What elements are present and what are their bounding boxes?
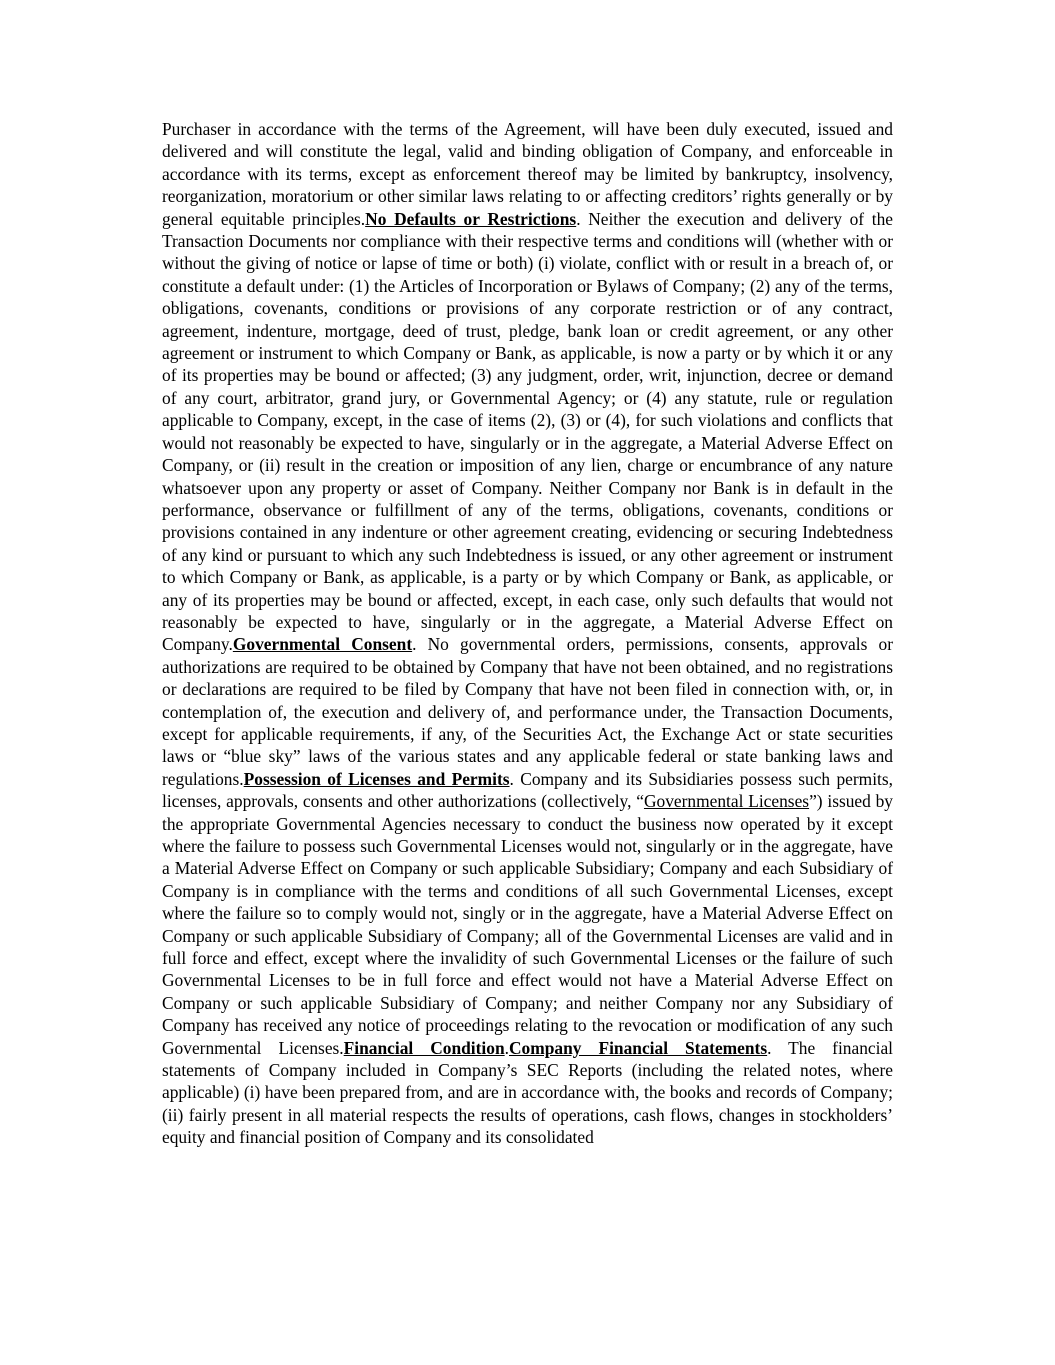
section-heading-no-defaults: No Defaults or Restrictions — [365, 208, 577, 229]
body-text-run: . — [504, 1037, 509, 1058]
section-heading-financial-condition: Financial Condition — [343, 1037, 505, 1058]
body-text-run: . Company and its Subsidiaries possess such permits, licenses, approvals, consents and other authorizations (collectively, “ — [162, 768, 893, 812]
body-text-run: Purchaser in accordance with the terms of the Agreement, will have been duly executed, issued and delivered and will constitute the legal, valid and binding obligation of Company, and enforceable in accordance with its terms, except as enforcement thereof may be limited by bankruptcy, insolvency, reorganization, moratorium or other similar laws relating to or affecting creditors’ rights generally or by general equitable principles. — [162, 119, 893, 229]
section-heading-governmental-consent: Governmental Consent — [232, 634, 413, 655]
section-heading-company-financial-statements: Company Financial Statements — [509, 1037, 768, 1058]
body-text-run: . No governmental orders, permissions, consents, approvals or authorizations are required to be obtained by Company that have not been obtained, and no registrations or declarations are required to be filed by Company that have not been filed in connection with, or, in contemplation of, the execution and delivery of, and performance under, the Transaction Documents, except for applicable requirements, if any, of the Securities Act, the Exchange Act or state securities laws or “blue sky” laws of the various states and any applicable federal or state banking laws and regulations. — [162, 634, 894, 789]
body-text-run: ”) issued by the appropriate Governmental Agencies necessary to conduct the business now operated by it except where the failure to possess such Governmental Licenses would not, singularly or in the aggregate, have a Material Adverse Effect on Company or such applicable Subsidiary; Company and each Subsidiary of Company is in compliance with the terms and conditions of all such Governmental Licenses, except where the failure so to comply would not, singly or in the aggregate, have a Material Adverse Effect on Company or such applicable Subsidiary of Company; all of the Governmental Licenses are valid and in full force and effect, except where the invalidity of such Governmental Licenses or the failure of such Governmental Licenses to be in full force and effect would not have a Material Adverse Effect on Company or such applicable Subsidiary of Company; and neither Company nor any Subsidiary of Company has received any notice of proceedings relating to the revocation or modification of any such Governmental Licenses. — [162, 791, 894, 1058]
body-text-run: . The financial statements of Company included in Company’s SEC Reports (including the related notes, where applicable) (i) have been prepared from, and are in accordance with, the books and records of Company; (ii) fairly present in all material respects the results of operations, cash flows, changes in stockholders’ equity and financial position of Company and its consolidated — [162, 1037, 893, 1148]
body-text-run: . Neither the execution and delivery of the Transaction Documents nor compliance with their respective terms and conditions will (whether with or without the giving of notice or lapse of time or both) (i) violate, conflict with or result in a breach of, or constitute a default under: (1) the Articles of Incorporation or Bylaws of Company; (2) any of the terms, obligations, covenants, conditions or provisions of any corporate restriction or of any contract, agreement, indenture, mortgage, deed of trust, pledge, bank loan or credit agreement, or any other agreement or instrument to which Company or Bank, as applicable, is now a party or by which it or any of its properties may be bound or affected; (3) any judgment, order, writ, injunction, decree or demand of any court, arbitrator, grand jury, or Governmental Agency; or (4) any statute, rule or regulation applicable to Company, except, in the case of items (2), (3) or (4), for such violations and conflicts that would not reasonably be expected to have, singularly or in the aggregate, a Material Adverse Effect on Company, or (ii) result in the creation or imposition of any lien, charge or encumbrance of any nature whatsoever upon any property or asset of Company. Neither Company nor Bank is in default in the performance, observance or fulfillment of any of the terms, obligations, covenants, conditions or provisions contained in any indenture or other agreement creating, evidencing or securing Indebtedness of any kind or pursuant to which any such Indebtedness is issued, or any other agreement or instrument to which Company or Bank, as applicable, is a party or by which Company or Bank, as applicable, or any of its properties may be bound or affected, except, in each case, only such defaults that would not reasonably be expected to have, singularly or in the aggregate, a Material Adverse Effect on Company. — [162, 208, 893, 655]
section-heading-possession-of-licenses: Possession of Licenses and Permits — [243, 768, 510, 789]
defined-term-governmental-licenses: Governmental Licenses — [643, 791, 810, 812]
body-paragraph — [162, 118, 893, 1149]
